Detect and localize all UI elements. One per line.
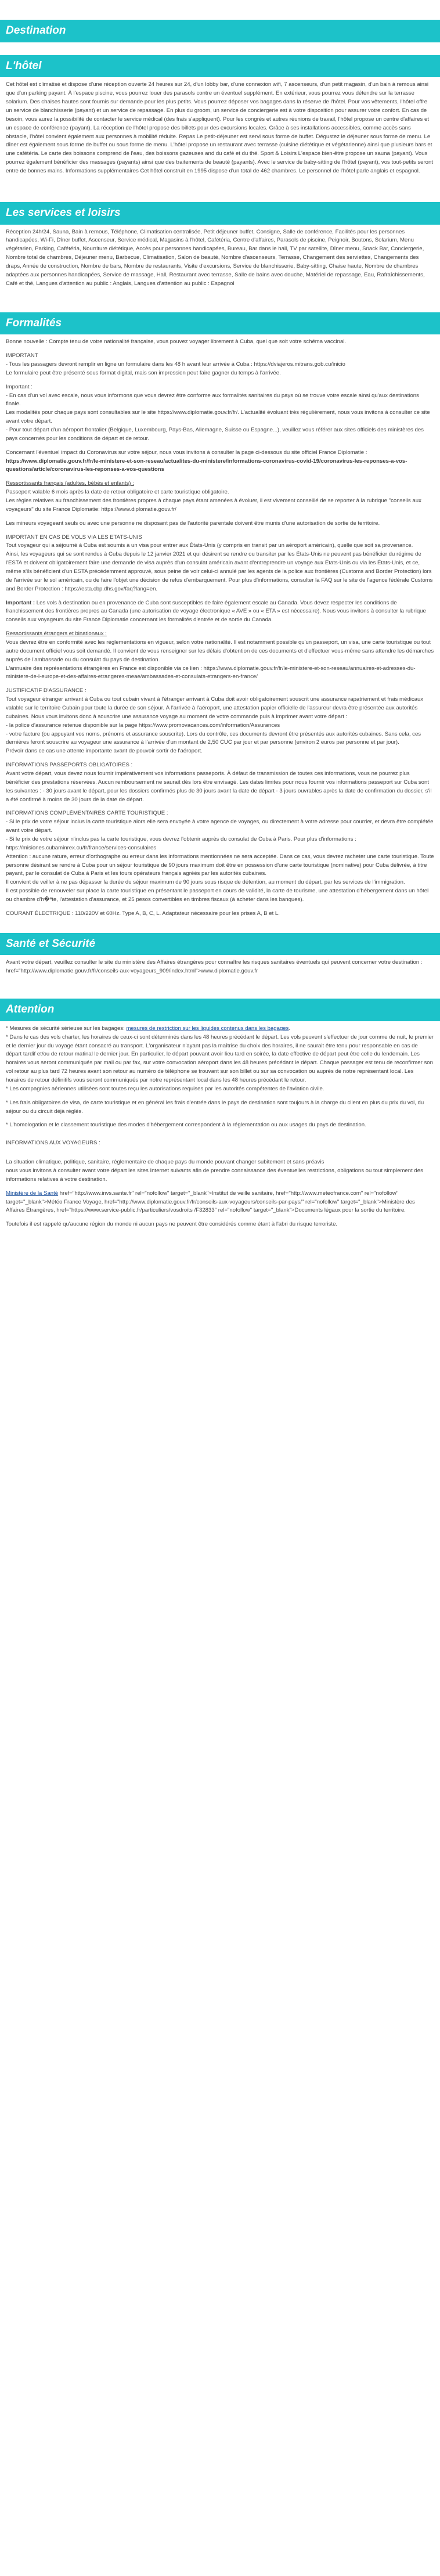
health-ministry-link[interactable]: Ministère de la Santé <box>6 1190 59 1197</box>
formalities-content <box>0 334 440 929</box>
attention-paragraph-1 <box>6 1025 434 1094</box>
insurance-heading: JUSTIFICATIF D'ASSURANCE : <box>6 687 86 694</box>
section-title-leisure: Les services et loisirs <box>0 202 440 225</box>
section-title-attention: Attention <box>0 999 440 1021</box>
spacer <box>0 42 440 55</box>
hotel-description <box>0 77 440 186</box>
spacer <box>0 187 440 202</box>
tourist-card-heading: INFORMATIONS COMPLÉMENTAIRES CARTE TOURISTIQUE : <box>6 810 168 817</box>
spacer <box>0 987 440 999</box>
passport-text: Avant votre départ, vous devez nous fournir impérativement vos informations passeports. À défaut de transmission de toutes ces informations, vous ne pourrez plus bénéficier des prestations réservées. Aucun remboursement ne saurait dès lors être envisagé. Les dates limites pour nous fournir vos informations passeport sur Cuba sont les suivantes : - 30 jours avant le départ, pour les dossiers confirmés plus de 30 jours avant la date de départ - 3 jours ouvrables après la date de confirmation du dossier, s'il a été confirmé à moins de 30 jours de la date de départ. <box>6 770 432 803</box>
important-heading-1: IMPORTANT <box>6 352 38 359</box>
insurance-text: Tout voyageur étranger arrivant à Cuba ou tout cubain vivant à l'étranger arrivant à Cuba doit avoir obligatoirement souscrit une assurance rapatriement et frais médicaux valable sur le territoire Cubain pour toute la durée de son séjour. À l'arrivée à l'aéroport, une attestation papier officielle de l'assureur devra être présentée aux autorités cubaines. Nous vous invitons donc à souscrire une assurance voyage au moment de votre commande puis à imprimer avant votre départ : - la police d'assurance retenue disponible sur la page https://www.promovacances.com/information/Assurances - votre facture (ou appuyant vos noms, prénoms et assurance souscrite). Lors du contrôle, ces documents devront être présentés aux autorités cubaines. Sans cela, ces dernières feront souscrire au voyageur une assurance à l'arrivée d'un montant de 2,50 CUC par jour et par personne (environ 2 euros par personne et par jour). Prévoir dans ce cas une attente importante avant de pouvoir sortir de l'aéroport. <box>6 696 424 755</box>
page <box>0 0 440 1240</box>
important-text-2: - En cas d'un vol avec escale, nous vous informons que vous devrez être conforme aux formalités sanitaires du pays où se trouve votre escale ainsi qu'aux destinations finale. Les modalités pour chaque pays sont consultables sur le site https://www.diplomatie.gouv.fr/fr/. L'actualité évoluant très régulièrement, nous vous invitons à consulter ce site avant votre départ. - Pour tout départ d'un aéroport frontalier (Belgique, Luxembourg, Pays-Bas, Allemagne, Suisse ou Espagne...), veuillez vous référer aux sites officiels des ministères des pays concernés pour les conditions de départ et de retour. <box>6 392 430 442</box>
top-spacer <box>0 0 440 20</box>
passport-heading: INFORMATIONS PASSEPORTS OBLIGATOIRES : <box>6 762 133 769</box>
links-text: href="http://www.invs.sante.fr" rel="nofollow" target="_blank">Institut de veille sanitaire, href="http://www.meteofrance.com" rel="nofollow" target="_blank">Météo France Voyage, href="http://www.diplomatie.gouv.fr/fr/conseils-aux-voyageurs/conseils-par-pays/" rel="nofollow" target="_blank">Ministère des Affaires Étrangères, href="https://www.service-public.fr/particuliers/vosdroits /F32833" rel="nofollow" target="_blank">Documents légaux pour la sortie du territoire. <box>6 1190 415 1214</box>
section-title-formalities: Formalités <box>0 312 440 335</box>
foreigners-heading: Ressortissants étrangers et binationaux : <box>6 631 107 637</box>
usa-heading: IMPORTANT EN CAS DE VOLS VIA LES ETATS-UNIS <box>6 534 142 541</box>
attention-paragraph-5: La situation climatique, politique, sanitaire, réglementaire de chaque pays du monde pouvant changer subitement et sans préavis nous vous invitons à consulter avant votre départ les sites Internet suivants afin de prendre connaissance des éventuelles restrictions, obligations ou tout simplement des informations relatives à votre destination. <box>6 1159 423 1183</box>
minors-text: Les mineurs voyageant seuls ou avec une personne ne disposant pas de l'autorité parentale doivent être munis d'une autorisation de sortie de territoire. <box>6 520 380 527</box>
covid-link[interactable]: https://www.diplomatie.gouv.fr/fr/le-ministere-et-son-reseau/actualites-du-ministere/informations-coronavirus-covid-19/coronavirus-les-reponses-a-vos-questions/article/coronavirus-les-reponses-a-vos-questions <box>6 457 407 473</box>
attention-paragraph-2: * Les frais obligatoires de visa, de carte touristique et en général les frais d'entrée dans le pays de destination sont toujours à la charge du client en plus du prix du vol, du séjour ou du circuit déjà réglés. <box>6 1099 424 1115</box>
charter-flights-text: . * Dans le cas des vols charter, les horaires de ceux-ci sont déterminés dans les 48 heures précédant le départ. Les vols peuvent s'effectuer de jour comme de nuit, le premier et le dernier jour du voyage étant consacré au transport. L'organisateur n'ayant pas la maîtrise du choix des horaires, il ne saurait être tenu pour responsable en cas de départ tardif et/ou de retour matinal le dernier jour. En particulier, le départ pouvant avoir lieu tard en soirée, la date effective de départ peut être celle du lendemain. Les horaires vous seront communiqués par mail ou par fax, sur votre convocation aéroport dans les 48 heures précédant le départ. Chaque passager est tenu de reconfirmer son vol retour au plus tard 72 heures avant son retour au numéro de téléphone se trouvant sur son billet ou sur sa convocation ou auprès de notre représentant local. Les horaires de retour définitifs vous seront communiqués par notre représentant local dans les 48 heures précédant le retour. * Les compagnies aériennes utilisées sont toutes reçu les autorisations requises par les autorités compétentes de l'aviation civile. <box>6 1025 434 1092</box>
health-text: Avant votre départ, veuillez consulter le site du ministère des Affaires étrangères pour connaître les risques sanitaires éventuels qui peuvent concerner votre destination : href="http://www.diplomatie.gouv.fr/fr/conseils-aux-voyageurs_909/index.html">www.diplomatie.gouv.fr <box>6 959 423 975</box>
attention-paragraph-6 <box>6 1190 434 1216</box>
covid-heading: Concernant l'éventuel impact du Coronavirus sur votre séjour, nous vous invitons à consulter la page ci-dessous du site officiel France Diplomatie : <box>6 449 367 456</box>
section-title-hotel: L'hôtel <box>0 55 440 78</box>
usa-text: Tout voyageur qui a séjourné à Cuba est soumis à un visa pour entrer aux États-Unis (y compris en transit par un aéroport américain), quelle que soit sa provenance. Ainsi, les voyageurs qui se sont rendus à Cuba depuis le 12 janvier 2021 et qui désirent se rendre ou transiter par les États-Unis ne peuvent pas bénéficier du régime de l'ESTA et doivent obligatoirement faire une demande de visa auprès d'un consulat américain avant d'entreprendre un voyage aux États-Unis ou via les États-Unis, et ce, même s'ils bénéficient d'un ESTA précédemment approuvé, sous peine de voir celui-ci annulé par les agents de la police aux frontières (Customs and Border Protection) lors de l'arrivée sur le sol américain, ou de faire l'objet une décision de refus d'embarquement. Pour plus d'informations, consulter la FAQ sur le site de l'agence fédérale Customs and Border Protection : https://esta.cbp.dhs.gov/faq?lang=en. <box>6 542 433 592</box>
section-title-destination: Destination <box>0 20 440 42</box>
formalities-intro: Bonne nouvelle : Compte tenu de votre nationalité française, vous pouvez voyager librement à Cuba, quel que soit votre schéma vaccinal. <box>6 338 347 345</box>
spacer <box>0 300 440 312</box>
tourist-card-text: - Si le prix de votre séjour inclus la carte touristique alors elle sera envoyée à votre agence de voyages, ou directement à votre adresse pour courrier, et devra être complétée avant votre départ. - Si le prix de votre séjour n'inclus pas la carte touristique, vous devrez l'obtenir auprès du consulat de Cuba à Paris. Pour plus d'informations : https://misiones.cubaminrex.cu/fr/france/services-consulaires Attention : aucune rature, erreur d'orthographe ou erreur dans les informations mentionnées ne sera acceptée. Dans ce cas, vous devrez racheter une carte touristique. Toute personne désirant se rendre à Cuba pour un séjour touristique de 90 jours maximum doit être en possession d'une carte touristique (nominative) pour Cuba délivrée, à titre payant, par le consulat de Cuba à Paris et les tours opérateurs français agréés par les autorités cubaines. Il convient de veiller à ne pas dépasser la durée du séjour maximum de 90 jours sous risque de détention, au moment du départ, par les services de l'immigration. Il est possible de renouveler sur place la carte touristique en présentant le passeport en cours de validité, la carte de tourisme, une attestation d'hébergement dans un hôtel ou chambre d'h�ªte, l'attestation d'assurance, et 25 pesos convertibles en timbres fiscaux (à acheter dans les banques). <box>6 819 434 903</box>
foreigners-text: Vous devrez être en conformité avec les réglementations en vigueur, selon votre nationalité. Il est notamment possible qu'un passeport, un visa, une carte touristique ou tout autre document officiel vous soit demandé. Il convient de vous renseigner sur les délais d'obtention de ces documents et d'effectuer vous-même sans attendre les démarches auprès de l'ambassade ou du consulat du pays de destination. L'annuaire des représentations étrangères en France est disponible via ce lien : https://www.diplomatie.gouv.fr/fr/le-ministere-et-son-reseau/annuaires-et-adresses-du-ministere-de-l-europe-et-des-affaires-etrangeres-meae/ambassades-et-consulats-etrangers-en-france/ <box>6 639 434 680</box>
hotel-text: Cet hôtel est climatisé et dispose d'une réception ouverte 24 heures sur 24, d'un lobby bar, d'une connexion wifi, 7 ascenseurs, d'un petit magasin, d'un bain à remous ainsi que d'un parking payant. À l'espace piscine, vous pourrez louer des parasols contre un éventuel supplément. En extérieur, vous pourrez vous détendre sur la terrasse solarium. Des chaises hautes sont fournis sur demande pour les plus petits. Vous pourrez déposer vos bagages dans la réserve de l'hôtel. Pour vos vêtements, l'hôtel offre un service de blanchisserie (payant) et un service de repassage. En plus du groom, un service de conciergerie est à votre disposition pour assurer votre confort. En cas de besoin, vous aurez la possibilité de contacter le service médical (des frais s'appliquent). Pour les congrès et autres réunions de travail, l'hôtel propose un centre d'affaires et un espace de conférence (payant). La réception de l'hôtel propose des billets pour des excursions locales. Grâce à ses installations accessibles, comme accès sans obstacle, l'hôtel convient également aux personnes à mobilité réduite. Repas Le petit-déjeuner est servi sous forme de buffet. Dégustez le déjeuner sous forme de menu. Le dîner est également sous forme de buffet ou sous forme de menu. L'hôtel propose un restaurant avec terrasse (cuisine diététique et végétarienne) ainsi que plusieurs bars et une cafétéria. Le carte des boissons comprend de l'eau, des boissons gazeuses and du café et du thé. Sport & Loisirs L'espace bien-être propose un sauna (payant). Vous pourrez également bénéficier des massages (payants) ainsi que des traitements de beauté (payants). Avec le service de baby-sitting de l'hôtel (payant), vos tout-petits seront entre de bonnes mains. Informations supplémentaires Cet hôtel construit en 1995 dispose d'un total de 462 chambres. Le personnel de l'hôtel parle anglais et espagnol. <box>6 81 433 174</box>
important-heading-3: Important : <box>6 599 35 606</box>
luggage-restrictions-link[interactable]: mesures de restriction sur les liquides contenus dans les bagages <box>126 1025 289 1032</box>
luggage-intro: * Mesures de sécurité sérieuse sur les bagages: <box>6 1025 127 1032</box>
important-text-1: - Tous les passagers devront remplir en ligne un formulaire dans les 48 h avant leur arrivée à Cuba : https://dviajeros.mitrans.gob.cu/inicio Le formulaire peut être présenté sous format digital, mais son impression peut faire gagner du temps à l'arrivée. <box>6 361 345 376</box>
electric-current-text: COURANT ÉLECTRIQUE : 110/220V et 60Hz. Type A, B, C, L. Adaptateur nécessaire pour les prises A, B et L. <box>6 910 280 917</box>
leisure-text: Réception 24h/24, Sauna, Bain à remous, Téléphone, Climatisation centralisée, Petit déjeuner buffet, Consigne, Salle de conférence, Facilités pour les personnes handicapées, Wi-Fi, Dîner buffet, Ascenseur, Service médical, Magasins à l'hôtel, Cafétéria, Centre d'affaires, Parasols de piscine, Peignoir, Boutons, Solarium, Menu végétarien, Parking, Cafétéria, Nourriture diététique, Accès pour personnes handicapées, Bureau, Bar dans le hall, TV par satellite, Dîner menu, Snack Bar, Conciergerie, Nombre total de chambres, Déjeuner menu, Barbecue, Climatisation, Salon de beauté, Nombre d'ascenseurs, Terrasse, Changement des serviettes, Changements des draps, Année de construction, Nombre de bars, Nombre de restaurants, Visite d'excursions, Service de blanchisserie, Baby-sitting, Chaise haute, Nombre de chambres adaptées aux personnes handicapées, Service de massage, Hall, Restaurant avec terrasse, Salle de bains avec douche, Matériel de repassage, Eau, Rafraîchissements, Café et thé, Langues d'attention au public : Anglais, Langues d'attention au public : Espagnol <box>6 228 425 287</box>
attention-paragraph-7: Toutefois il est rappelé qu'aucune région du monde ni aucun pays ne peuvent être considérés comme étant à l'abri du risque terroriste. <box>6 1221 338 1228</box>
attention-content <box>0 1021 440 1240</box>
leisure-description <box>0 225 440 300</box>
health-content <box>0 955 440 987</box>
french-nationals-text: Passeport valable 6 mois après la date de retour obligatoire et carte touristique obligatoire. Les règles relatives au franchissement des frontières propres à chaque pays étant amenées à évoluer, il est vivement conseillé de se reporter à la rubrique "conseils aux voyageurs" du site France Diplomatie: https://www.diplomatie.gouv.fr/ <box>6 489 421 513</box>
section-title-health: Santé et Sécurité <box>0 933 440 956</box>
french-nationals-heading: Ressortissants français (adultes, bébés et enfants) : <box>6 480 134 487</box>
canada-paragraph <box>6 599 434 625</box>
important-heading-2: Important : <box>6 383 33 390</box>
canada-text: Les vols à destination ou en provenance de Cuba sont susceptibles de faire également escale au Canada. Vous devez respecter les conditions de franchissement des frontières propres au Canada (une autorisation de voyage électronique « AVE » ou « ETA » est nécessaire). Nous vous invitons à consulter la rubrique conseils aux voyageurs du site France Diplomatie concernant les formalités d'entrée et de sortie du Canada. <box>6 599 426 624</box>
travellers-info-heading: INFORMATIONS AUX VOYAGEURS : <box>6 1140 100 1147</box>
attention-paragraph-3: * L'homologation et le classement touristique des modes d'hébergement correspondent à la réglementation ou aux usages du pays de destination. <box>6 1122 366 1129</box>
